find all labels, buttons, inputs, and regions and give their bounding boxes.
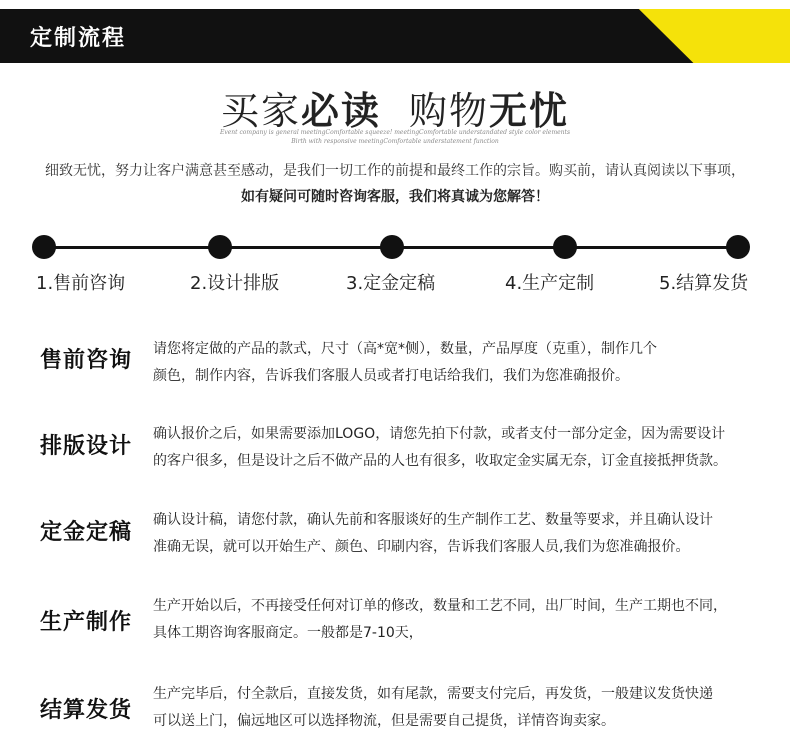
timeline-step-4: 4.生产定制 (505, 273, 595, 294)
section-production-line-1: 生产开始以后，不再接受任何对订单的修改，数量和工艺不同，出厂时间，生产工期也不同， (153, 598, 727, 614)
section-design-line-2: 的客户很多，但是设计之后不做产品的人也有很多，收取定金实属无奈，订金直接抵押货款。 (153, 453, 727, 469)
section-text-settlement (153, 681, 763, 735)
timeline-dot-1 (32, 235, 56, 259)
section-settlement-line-2: 可以送上门，偏远地区可以选择物流，但是需要自己提货，详情咨询卖家。 (153, 713, 615, 729)
heading-part-4: 无忧 (489, 89, 570, 133)
intro-line-2: 如有疑问可随时咨询客服，我们将真诚为您解答！ (241, 189, 549, 205)
banner-accent-stripe (580, 9, 790, 63)
section-text-deposit (153, 507, 763, 561)
header-banner (0, 9, 790, 63)
banner-title: 定制流程 (30, 26, 127, 51)
section-text-production (153, 593, 763, 647)
section-title-presale: 售前咨询 (40, 348, 133, 373)
timeline-dot-5 (726, 235, 750, 259)
timeline-step-2: 2.设计排版 (190, 273, 280, 294)
timeline-dot-3 (380, 235, 404, 259)
timeline-step-1: 1.售前咨询 (36, 273, 126, 294)
heading-part-3: 购物 (409, 89, 490, 133)
heading-part-1: 买家 (220, 89, 301, 133)
section-presale-line-1: 请您将定做的产品的款式，尺寸（高*宽*侧），数量，产品厚度（克重），制作几个 (153, 341, 657, 357)
timeline-dot-4 (553, 235, 577, 259)
section-production-line-2: 具体工期咨询客服商定。一般都是7-10天， (153, 625, 423, 641)
section-title-design: 排版设计 (40, 434, 133, 459)
section-title-deposit: 定金定稿 (40, 520, 133, 545)
section-title-production: 生产制作 (40, 610, 133, 635)
process-timeline (0, 230, 790, 300)
section-text-design (153, 421, 763, 475)
timeline-step-5: 5.结算发货 (659, 273, 749, 294)
timeline-dot-2 (208, 235, 232, 259)
section-text-presale (153, 336, 763, 390)
timeline-step-3: 3.定金定稿 (346, 273, 436, 294)
section-settlement-line-1: 生产完毕后，付全款后，直接发货，如有尾款，需要支付完后，再发货，一般建议发货快递 (153, 686, 713, 702)
section-design-line-1: 确认报价之后，如果需要添加LOGO，请您先拍下付款，或者支付一部分定金，因为需要设计 (153, 426, 726, 442)
section-deposit-line-2: 准确无误，就可以开始生产、颜色、印刷内容，告诉我们客服人员,我们为您准确报价。 (153, 539, 690, 555)
section-title-settlement: 结算发货 (40, 698, 133, 723)
section-deposit-line-1: 确认设计稿，请您付款，确认先前和客服谈好的生产制作工艺、数量等要求，并且确认设计 (153, 512, 713, 528)
heading-english-line-2: Birth with responsive meetingComfortable understatement function (291, 138, 499, 145)
intro-line-1: 细致无忧，努力让客户满意甚至感动，是我们一切工作的前提和最终工作的宗旨。购买前，请认真阅读以下事项， (45, 163, 745, 179)
page-heading (0, 80, 790, 135)
heading-english-line-1: Event company is general meetingComfortable squeeze! meetingComfortable understandated style color elements (219, 129, 571, 136)
heading-part-2: 必读 (300, 89, 381, 133)
section-presale-line-2: 颜色，制作内容，告诉我们客服人员或者打电话给我们，我们为您准确报价。 (153, 368, 629, 384)
